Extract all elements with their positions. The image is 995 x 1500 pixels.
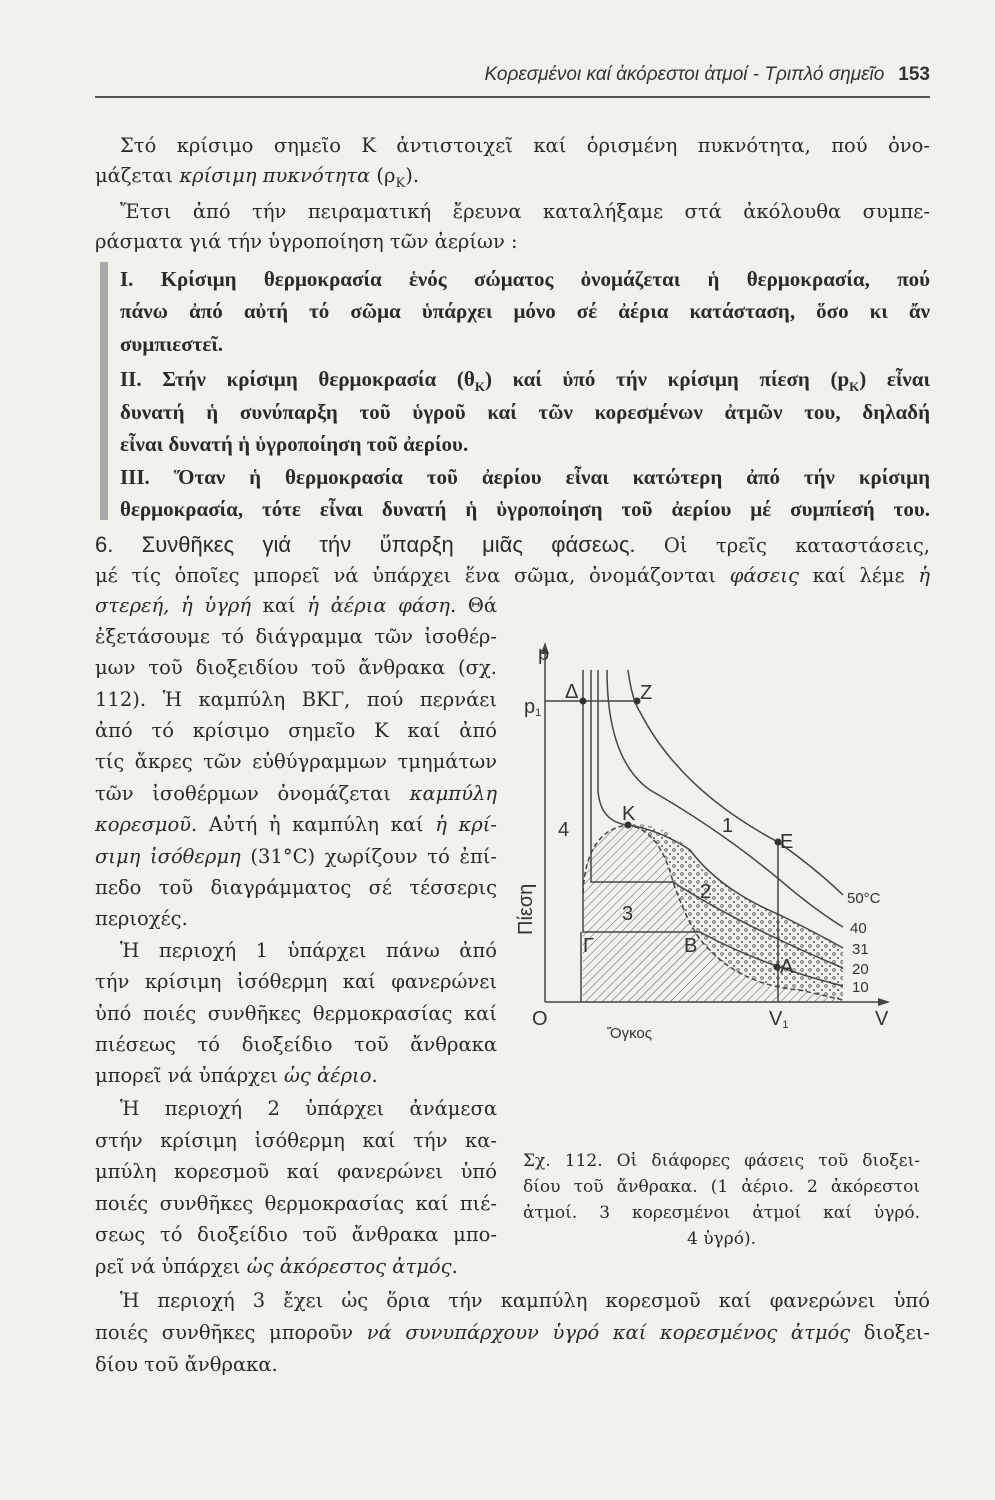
text-line: Ἡ περιοχή 1 ὑπάρχει πάνω ἀπό — [120, 939, 497, 962]
t: Κ — [849, 379, 860, 395]
conclusion-line: συμπιεστεῖ. — [120, 332, 224, 356]
t: ὡς ἀέριο — [283, 1064, 372, 1087]
label-p: p — [538, 643, 550, 665]
t: (31°C) χωρίζουν τό ἐπί- — [240, 845, 497, 868]
text-line: πιέσεως τό διοξείδιο τοῦ ἄνθρακα — [95, 1033, 497, 1056]
t: ) καί ὑπό τήν κρίσιμη πίεση (p — [484, 367, 850, 391]
text-line: ράσματα γιά τήν ὑγροποίηση τῶν ἀερίων : — [95, 230, 518, 253]
t: τῶν ἰσοθέρμων ὀνομάζεται — [95, 782, 410, 805]
text-line: Στό κρίσιμο σημεῖο Κ ἀντιστοιχεῖ καί ὁρισμένη πυκνότητα, πού ὀνο- — [120, 134, 930, 157]
t: διοξει- — [850, 1321, 930, 1344]
t: . Αὐτή ἡ καμπύλη καί — [191, 813, 436, 836]
term-critical-density: κρίσιμη πυκνότητα — [179, 164, 371, 187]
label-40: 40 — [850, 920, 867, 937]
label-delta: Δ — [565, 681, 579, 703]
t: σιμη ἰσόθερμη — [95, 845, 241, 868]
conclusion-line: εἶναι δυνατή ἡ ὑγροποίηση τοῦ ἀερίου. — [120, 432, 469, 456]
t: ἡ — [918, 564, 930, 587]
label-p1 — [524, 696, 541, 719]
label-region-2: 2 — [700, 881, 712, 903]
conclusion-line: θερμοκρασία, τότε εἶναι δυνατή ἡ ὑγροποίηση τοῦ ἀερίου μέ συμπίεσή του. — [120, 497, 930, 521]
text-line: τίς ἄκρες τῶν εὐθύγραμμων τμημάτων — [95, 750, 497, 773]
t: ) εἶναι — [859, 367, 930, 391]
t: . — [371, 1064, 378, 1087]
point-delta — [580, 698, 587, 705]
text-line: τήν κρίσιμη ἰσόθερμη καί φανερώνει — [95, 970, 497, 993]
t: p — [524, 696, 536, 718]
label-k: K — [622, 803, 636, 825]
label-z: Z — [640, 682, 653, 704]
t: . — [451, 1255, 458, 1278]
text-line: ποιές συνθῆκες θερμοκρασίας καί πιέ- — [95, 1192, 497, 1215]
t: ἡ ἀέρια φάση — [307, 594, 450, 617]
t: Οἱ τρεῖς καταστάσεις, — [635, 534, 931, 557]
figure-caption-line: ἀτμοί. 3 κορεσμένοι ἀτμοί καί ὑγρό. — [523, 1203, 920, 1223]
label-volume: Ὄγκος — [607, 1025, 652, 1042]
t: φάσεις — [729, 564, 799, 587]
t: ποιές συνθῆκες μποροῦν — [95, 1321, 367, 1344]
text-line: μων τοῦ διοξειδίου τοῦ ἄνθρακα (σχ. — [95, 656, 497, 679]
t: (ρ — [370, 164, 396, 187]
conclusion-line: δυνατή ἡ συνύπαρξη τοῦ ὑγροῦ καί τῶν κορεσμένων ἀτμῶν του, δηλαδή — [120, 400, 930, 424]
t: II. Στήν κρίσιμη θερμοκρασία (θ — [120, 367, 475, 391]
header-title: Κορεσμένοι καί ἀκόρεστοι ἀτμοί - Τριπλό σημεῖο — [484, 64, 885, 85]
t: μάζεται — [95, 164, 180, 187]
t: Κ — [474, 379, 485, 395]
text-line: στήν κρίσιμη ἰσόθερμη καί τήν κα- — [95, 1129, 497, 1152]
t: ). — [405, 164, 420, 187]
text-line: ὑπό ποιές συνθῆκες θερμοκρασίας καί — [95, 1002, 497, 1025]
t: καμπύλη — [409, 782, 497, 805]
label-gamma: Γ — [583, 935, 595, 957]
t: στερεή, ἡ ὑγρή — [95, 594, 251, 617]
text-line: πεδο τοῦ διαγράμματος σέ τέσσερις — [95, 876, 497, 899]
t: 1 — [535, 707, 542, 719]
label-origin: O — [532, 1008, 548, 1030]
figure-caption-line: Σχ. 112. Οἱ διάφορες φάσεις τοῦ διοξει- — [523, 1151, 920, 1171]
t: V — [769, 1008, 783, 1030]
text-line: Ἔτσι ἀπό τήν πειραματική ἔρευνα καταλήξαμε στά ἀκόλουθα συμπε- — [120, 200, 930, 223]
text-line: σεως τό διοξείδιο τοῦ ἄνθρακα μπο- — [95, 1223, 497, 1246]
label-v: V — [875, 1008, 889, 1030]
t: 1 — [782, 1019, 789, 1031]
figure-caption-line: δίου τοῦ ἄνθρακα. (1 ἀέριο. 2 ἀκόρεστοι — [523, 1177, 920, 1197]
t: νά συνυπάρχουν ὑγρό καί κορεσμένος ἀτμός — [366, 1321, 851, 1344]
label-a: A — [780, 956, 794, 978]
label-10: 10 — [852, 979, 869, 996]
conclusion-line: I. Κρίσιμη θερμοκρασία ἑνός σώματος ὀνομάζεται ἡ θερμοκρασία, πού — [120, 267, 930, 291]
t: Κ — [395, 175, 406, 191]
label-region-4: 4 — [558, 819, 570, 841]
text-line: ἐξετάσουμε τό διάγραμμα τῶν ἰσοθέρ- — [95, 625, 497, 648]
text-line: ἀπό τό κρίσιμο σημεῖο Κ καί ἀπό — [95, 719, 497, 742]
conclusion-line: πάνω ἀπό αὐτή τό σῶμα ὑπάρχει μόνο σέ ἀέρια κατάσταση, ὅσο κι ἄν — [120, 299, 930, 323]
label-31: 31 — [852, 941, 869, 958]
t: . Θά — [450, 594, 497, 617]
label-50c: 50°C — [847, 890, 881, 907]
text-line: Ἡ περιοχή 2 ὑπάρχει ἀνάμεσα — [120, 1097, 497, 1120]
t: καί — [251, 594, 308, 617]
text-line: περιοχές. — [95, 907, 188, 930]
t: ὡς ἀκόρεστος ἀτμός — [246, 1255, 452, 1278]
label-v1 — [769, 1008, 788, 1031]
t: μέ τίς ὁποῖες μπορεῖ νά ὑπάρχει ἕνα σῶμα, ὀνομάζονται — [95, 564, 730, 587]
label-region-1: 1 — [722, 815, 734, 837]
label-pressure: Πίεση — [515, 883, 537, 935]
t: κορεσμοῦ — [95, 813, 192, 836]
label-b: B — [684, 935, 698, 957]
text-line: 112). Ἡ καμπύλη ΒΚΓ, πού περνάει — [95, 688, 497, 711]
v-arrow-icon — [878, 998, 890, 1006]
page-number: 153 — [898, 64, 930, 85]
label-20: 20 — [852, 961, 869, 978]
text-line: δίου τοῦ ἄνθρακα. — [95, 1353, 278, 1376]
conclusion-line: III. Ὅταν ἡ θερμοκρασία τοῦ ἀερίου εἶναι κατώτερη ἀπό τήν κρίσιμη — [120, 465, 930, 489]
t: μπορεῖ νά ὑπάρχει — [95, 1064, 284, 1087]
text-line: μπύλη κορεσμοῦ καί φανερώνει ὑπό — [95, 1160, 497, 1183]
t: ρεῖ νά ὑπάρχει — [95, 1255, 247, 1278]
text-line: Ἡ περιοχή 3 ἔχει ὡς ὅρια τήν καμπύλη κορεσμοῦ καί φανερώνει ὑπό — [120, 1289, 930, 1312]
label-region-3: 3 — [622, 903, 634, 925]
t: καί λέμε — [798, 564, 919, 587]
figure-caption-line: 4 ὑγρό). — [687, 1229, 756, 1249]
label-e: E — [780, 831, 794, 853]
section-heading: 6. Συνθῆκες γιά τήν ὕπαρξη μιᾶς φάσεως. — [95, 532, 636, 557]
t: ἡ κρί- — [435, 813, 497, 836]
